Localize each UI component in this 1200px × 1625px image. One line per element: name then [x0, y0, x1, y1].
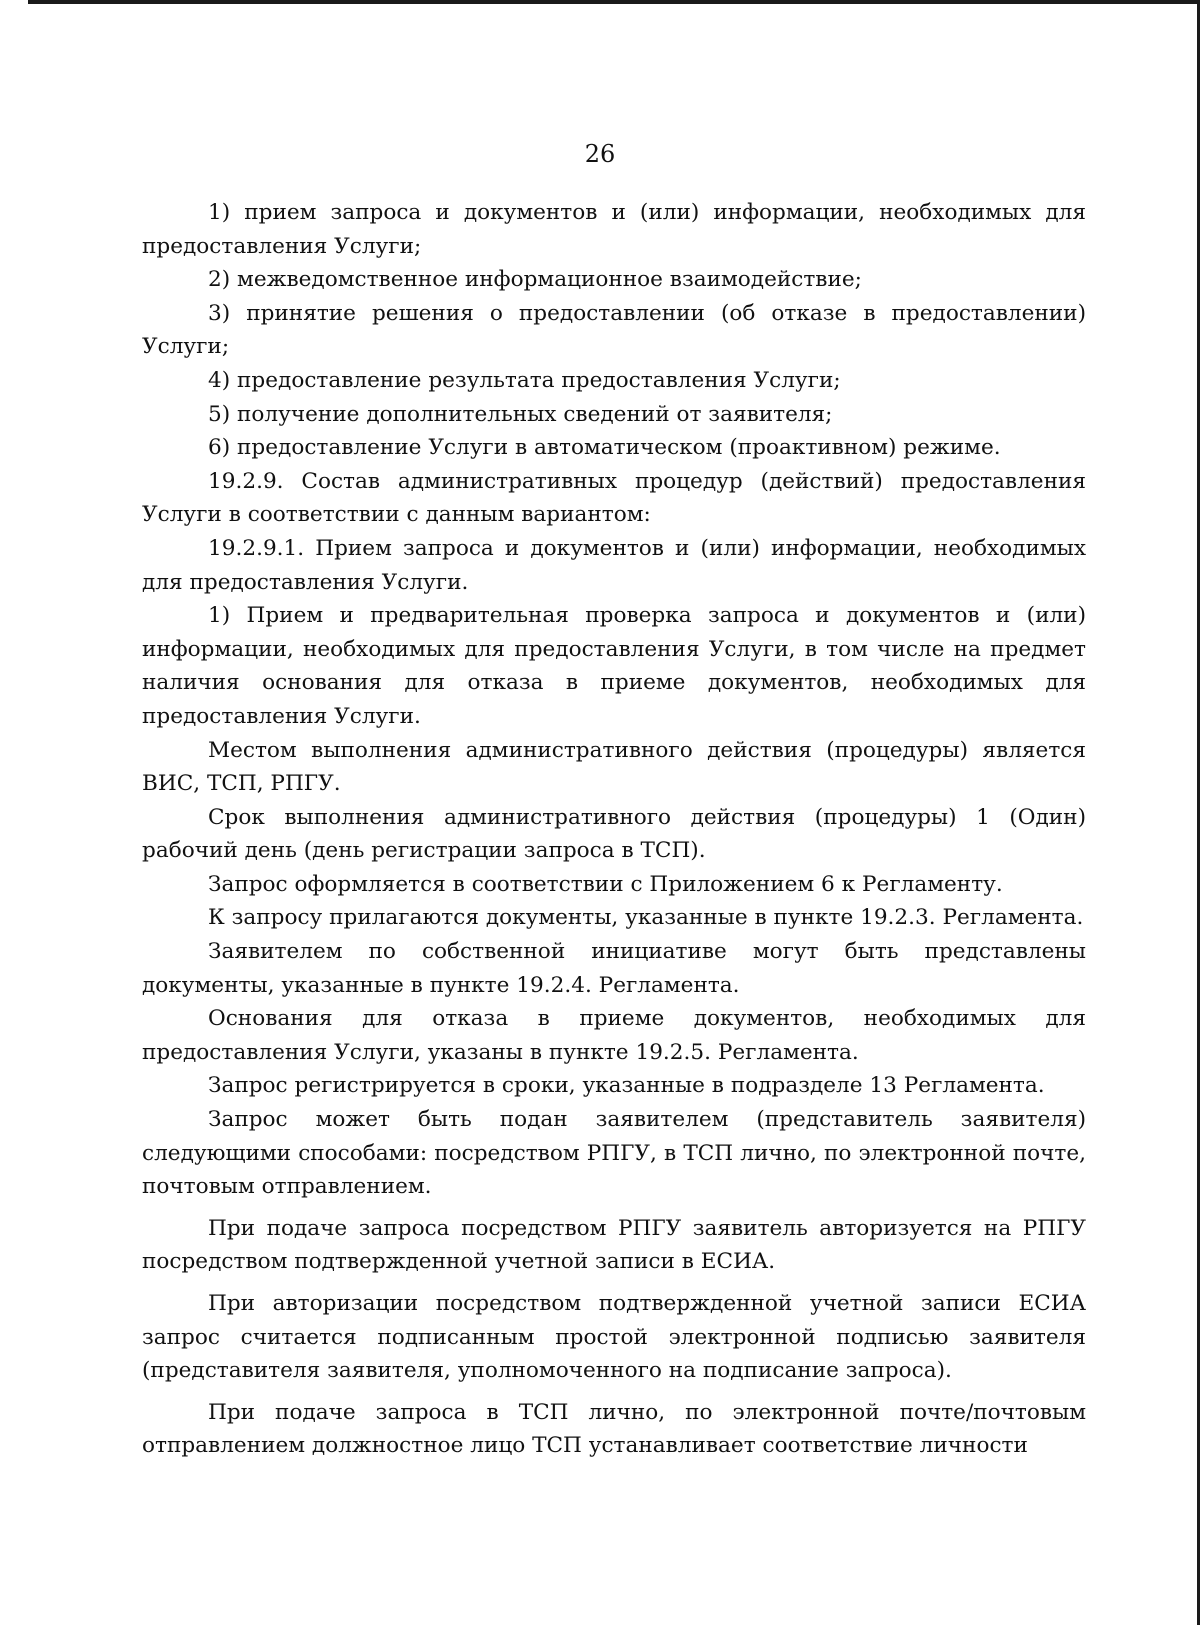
- paragraph: Заявителем по собственной инициативе могут быть представлены документы, указанные в пункте 19.2.4. Регламента.: [142, 939, 1086, 998]
- paragraph: Запрос может быть подан заявителем (представитель заявителя) следующими способами: посредством РПГУ, в ТСП лично, по электронной почте, почтовым отправлением.: [142, 1107, 1086, 1200]
- paragraph: Срок выполнения административного действия (процедуры) 1 (Один) рабочий день (день регистрации запроса в ТСП).: [142, 804, 1086, 864]
- paragraph: 1) Прием и предварительная проверка запроса и документов и (или) информации, необходимых для предоставления Услуги, в том числе на предмет наличия основания для отказа в приеме документов, необходимых для предоставления Услуги.: [142, 603, 1086, 729]
- paragraph: 1) прием запроса и документов и (или) информации, необходимых для предоставления Услуги;: [142, 200, 1086, 259]
- paragraph: 2) межведомственное информационное взаимодействие;: [208, 267, 862, 293]
- paragraph: К запросу прилагаются документы, указанные в пункте 19.2.3. Регламента.: [208, 905, 1084, 931]
- paragraph: 4) предоставление результата предоставления Услуги;: [208, 367, 841, 393]
- paragraph: 19.2.9. Состав административных процедур (действий) предоставления Услуги в соответствии с данным вариантом:: [142, 468, 1086, 528]
- paragraph: При подаче запроса в ТСП лично, по электронной почте/почтовым отправлением должностное лицо ТСП устанавливает соответствие личности: [142, 1399, 1086, 1459]
- paragraph: При авторизации посредством подтвержденной учетной записи ЕСИА запрос считается подписанным простой электронной подписью заявителя (представителя заявителя, уполномоченного на подписание запроса).: [142, 1291, 1086, 1384]
- paragraph: Запрос оформляется в соответствии с Приложением 6 к Регламенту.: [208, 871, 1003, 897]
- paragraph: Основания для отказа в приеме документов, необходимых для предоставления Услуги, указаны в пункте 19.2.5. Регламента.: [142, 1006, 1086, 1065]
- scan-edge-top: [28, 0, 1200, 4]
- paragraph: Местом выполнения административного действия (процедуры) является ВИС, ТСП, РПГУ.: [142, 737, 1086, 797]
- paragraph: 5) получение дополнительных сведений от заявителя;: [208, 401, 833, 427]
- paragraph: 3) принятие решения о предоставлении (об отказе в предоставлении) Услуги;: [142, 300, 1086, 360]
- paragraph: Запрос регистрируется в сроки, указанные в подразделе 13 Регламента.: [208, 1073, 1045, 1099]
- paragraph: 19.2.9.1. Прием запроса и документов и (или) информации, необходимых для предоставления Услуги.: [142, 535, 1086, 595]
- body-text: [142, 196, 1086, 1463]
- paragraph: При подаче запроса посредством РПГУ заявитель авторизуется на РПГУ посредством подтвержденной учетной записи в ЕСИА.: [142, 1215, 1086, 1275]
- page-number: 26: [584, 140, 616, 168]
- paragraph: 6) предоставление Услуги в автоматическом (проактивном) режиме.: [208, 435, 1001, 461]
